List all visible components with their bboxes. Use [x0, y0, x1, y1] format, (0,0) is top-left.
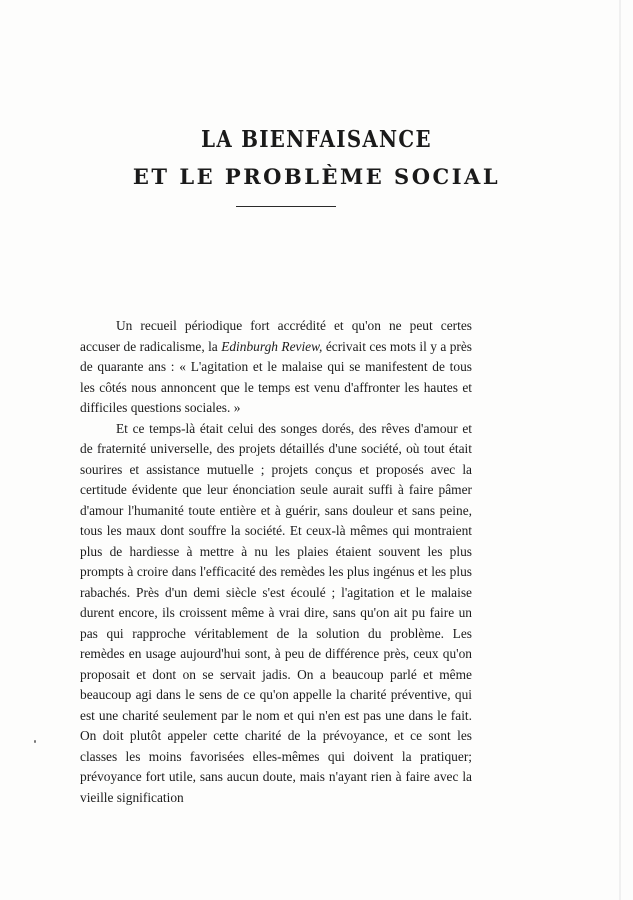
page-edge-shadow [619, 0, 621, 900]
paragraph-2: Et ce temps-là était celui des songes dorés, des rêves d'amour et de fraternité universelle, des projets détaillés d'une société, où tout était sourires et assistance mutuelle ; projets conçus et proposés avec la certitude évidente que leur énonciation seule aurait suffi à faire pâmer d'amour l'humanité toute entière et à guérir, sans douleur et sans peine, tous les maux dont souffre la société. Et ceux-là mêmes qui montraient plus de hardiesse à mettre à nu les plaies étaient souvent les plus prompts à croire dans l'efficacité des remèdes les plus ingénus et les plus rabachés. Près d'un demi siècle s'est écoulé ; l'agitation et le malaise durent encore, ils croissent même à vrai dire, sans qu'on ait pu faire un pas qui rapproche véritablement de la solution du problème. Les remèdes en usage aujourd'hui sont, à peu de différence près, ceux qu'on proposait et dont on se servait jadis. On a beaucoup parlé et même beaucoup agi dans le sens de ce qu'on appelle la charité préventive, qui est une charité seulement par le nom et qui n'en est pas une dans le fait. On doit plutôt appeler cette charité de la prévoyance, et ce sont les classes les moins favorisées elles-mêmes qui doivent la pratiquer; prévoyance fort utile, sans aucun doute, mais n'ayant rien à faire avec la vieille signification [80, 420, 472, 805]
paragraph-1-text-b: écrivait ces mots il y a près de quarante ans : « L'agitation et le malaise qui se manifestent de tous les côtés nous annoncent que le temps est venu d'affronter les hautes et difficiles questions sociales. » [80, 338, 472, 415]
paragraph-1 [80, 316, 472, 419]
title-divider [236, 206, 336, 207]
chapter-title-line-1: LA BIENFAISANCE [201, 126, 432, 153]
paragraph-1-text-a: Un recueil périodique fort accrédité et qu'on ne peut certes accuser de radicalisme, la [80, 318, 472, 354]
chapter-title-line-2: ET LE PROBLÈME SOCIAL [132, 164, 501, 189]
print-speck [34, 740, 36, 743]
journal-title-italic: Edinburgh Review, [221, 338, 323, 354]
body-text [80, 316, 472, 808]
